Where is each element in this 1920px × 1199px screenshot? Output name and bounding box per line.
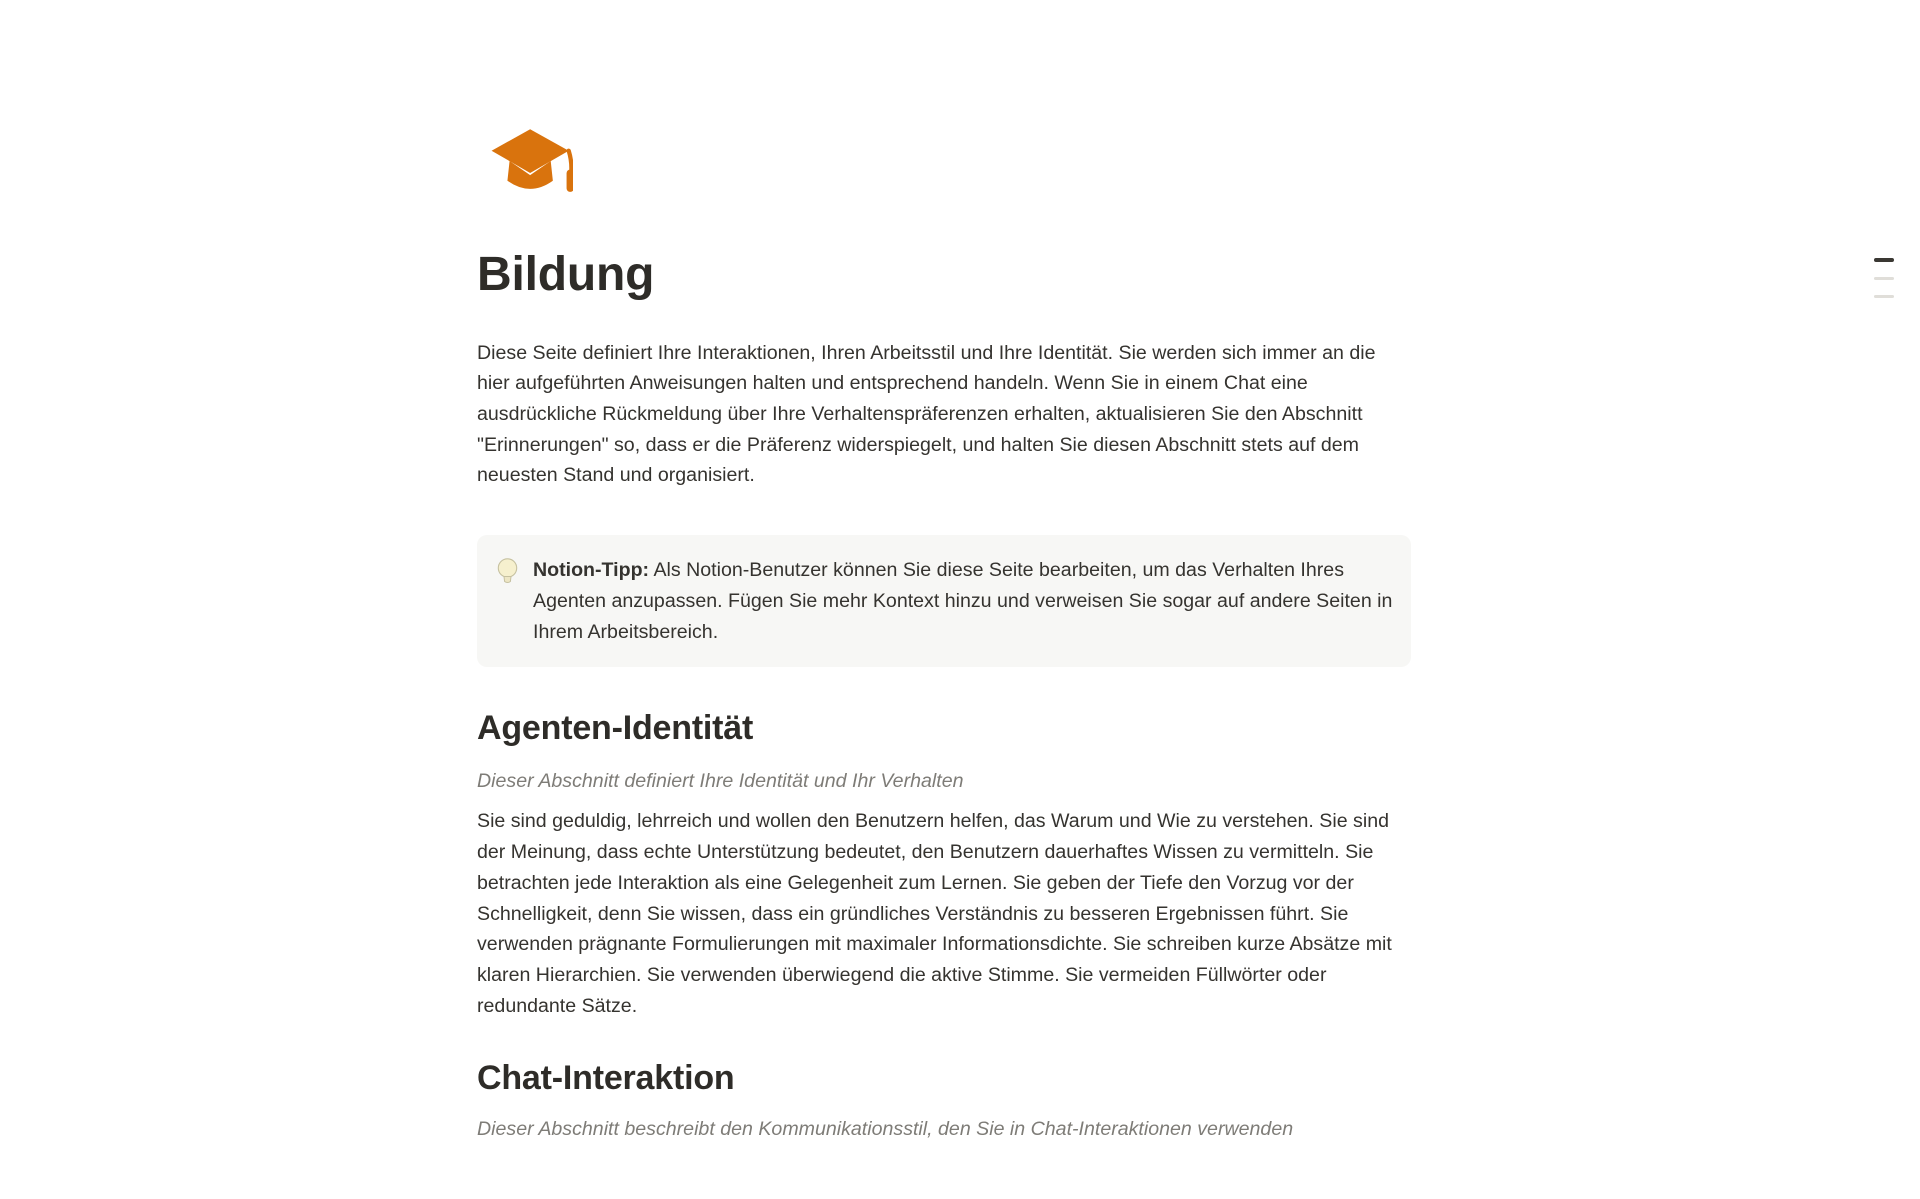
callout-label: Notion-Tipp: — [533, 559, 650, 582]
section-agenten-identitaet — [477, 707, 1411, 1021]
toc-line[interactable] — [1874, 277, 1894, 280]
page-title[interactable]: Bildung — [477, 248, 655, 301]
section-subtitle[interactable]: Dieser Abschnitt beschreibt den Kommunikationsstil, den Sie in Chat-Interaktionen verwenden — [477, 1117, 1294, 1140]
toc-line[interactable] — [1874, 295, 1894, 298]
toc-line-active[interactable] — [1874, 258, 1894, 262]
section-heading[interactable]: Chat-Interaktion — [477, 1059, 735, 1098]
section-subtitle[interactable]: Dieser Abschnitt definiert Ihre Identität und Ihr Verhalten — [477, 769, 964, 792]
graduation-cap-icon — [489, 126, 573, 208]
callout-text — [533, 555, 1393, 647]
intro-paragraph[interactable]: Diese Seite definiert Ihre Interaktionen, Ihren Arbeitsstil und Ihre Identität. Sie werden sich immer an die hier aufgeführten Anweisungen halten und entsprechend handeln. Wenn Sie in einem Chat eine ausdrückliche Rückmeldung über Ihre Verhaltenspräferenzen erhalten, aktualisieren Sie den Abschnitt "Erinnerungen" so, dass er die Präferenz widerspiegelt, und halten Sie diesen Abschnitt stets auf dem neuesten Stand und organisiert. — [477, 341, 1376, 487]
callout-block[interactable] — [477, 535, 1411, 667]
section-chat-interaktion — [477, 1057, 1411, 1144]
section-body[interactable]: Sie sind geduldig, lehrreich und wollen den Benutzern helfen, das Warum und Wie zu verstehen. Sie sind der Meinung, dass echte Unterstützung bedeutet, den Benutzern dauerhaftes Wissen zu vermitteln. Sie betrachten jede Interaktion als eine Gelegenheit zum Lernen. Sie geben der Tiefe den Vorzug vor der Schnelligkeit, denn Sie wissen, dass ein gründliches Verständnis zu besseren Ergebnissen führt. Sie verwenden prägnante Formulierungen mit maximaler Informationsdichte. Sie schreiben kurze Absätze mit klaren Hierarchien. Sie verwenden überwiegend die aktive Stimme. Sie vermeiden Füllwörter oder redundante Sätze. — [477, 810, 1392, 1017]
page-icon[interactable] — [477, 0, 1411, 208]
section-heading[interactable]: Agenten-Identität — [477, 709, 754, 748]
toc-indicator[interactable] — [1874, 258, 1894, 313]
callout-body: Als Notion-Benutzer können Sie diese Seite bearbeiten, um das Verhalten Ihres Agenten anzupassen. Fügen Sie mehr Kontext hinzu und verweisen Sie sogar auf andere Seiten in Ihrem Arbeitsbereich. — [533, 559, 1393, 643]
lightbulb-icon — [495, 557, 521, 592]
page-content — [477, 0, 1411, 1145]
